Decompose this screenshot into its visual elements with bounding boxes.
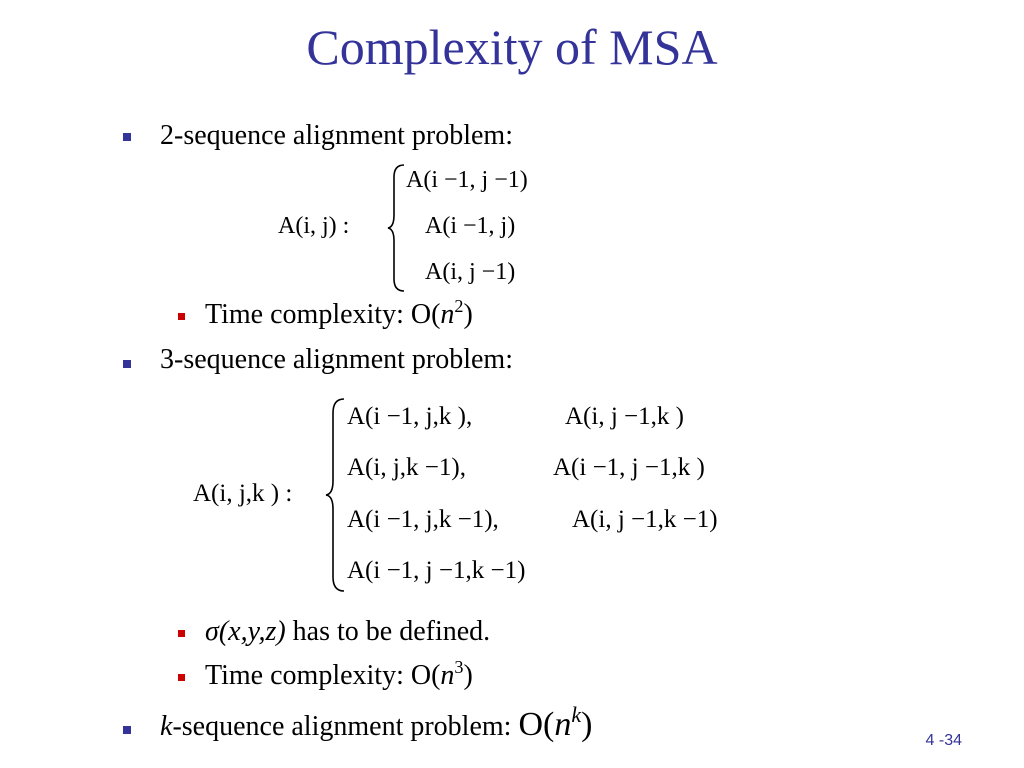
bullet-three-sequence: 3-sequence alignment problem:: [160, 344, 513, 375]
formula3-brace: [326, 397, 348, 593]
formula2-brace: [388, 163, 408, 293]
time-var: n: [440, 660, 455, 691]
bullet-marker: [123, 360, 131, 368]
sigma-symbol: σ: [205, 616, 219, 647]
k-var: k: [160, 711, 173, 742]
time-prefix: Time complexity: O(: [205, 660, 441, 691]
sub-bullet-marker: [178, 630, 185, 637]
sub-bullet-marker: [178, 313, 185, 320]
sigma-definition: [205, 617, 490, 648]
bullet-marker: [123, 133, 131, 141]
formula2-case-3: A(i, j −1): [425, 259, 516, 285]
time-suffix: ): [463, 660, 473, 691]
formula3-lhs: A(i, j,k ) :: [193, 480, 293, 507]
formula2-case-2: A(i −1, j): [425, 213, 516, 239]
formula3-case-1b: A(i, j −1,k ): [565, 403, 684, 430]
bullet-marker: [123, 726, 131, 734]
page-number: 4 -34: [925, 732, 962, 749]
time-suffix: ): [463, 299, 473, 330]
big-o-close: ): [581, 706, 593, 743]
time-prefix: Time complexity: O(: [205, 299, 441, 330]
formula2-lhs: A(i, j) :: [278, 213, 350, 239]
sigma-args: (x,y,z): [218, 616, 286, 647]
slide-title: Complexity of MSA: [306, 19, 718, 75]
big-o-n: n: [554, 706, 572, 743]
k-seq-text: -sequence alignment problem:: [172, 711, 519, 742]
time-exp: 3: [454, 657, 464, 678]
bullet-two-sequence: 2-sequence alignment problem:: [160, 120, 513, 151]
bullet-k-sequence: [160, 701, 593, 743]
big-o-exp: k: [571, 701, 582, 727]
formula3-case-2b: A(i −1, j −1,k ): [553, 454, 705, 481]
time-exp: 2: [454, 296, 464, 317]
time-var: n: [440, 299, 455, 330]
formula3-case-1a: A(i −1, j,k ),: [347, 403, 473, 430]
two-seq-time-complexity: [205, 296, 473, 331]
big-o: O(: [518, 706, 555, 743]
three-seq-time-complexity: [205, 657, 473, 692]
formula3-case-3a: A(i −1, j,k −1),: [347, 506, 499, 533]
sigma-text: has to be defined.: [285, 616, 491, 647]
sub-bullet-marker: [178, 674, 185, 681]
formula3-case-4: A(i −1, j −1,k −1): [347, 557, 526, 584]
formula3-case-3b: A(i, j −1,k −1): [572, 506, 718, 533]
formula3-case-2a: A(i, j,k −1),: [347, 454, 466, 481]
formula2-case-1: A(i −1, j −1): [406, 167, 528, 193]
